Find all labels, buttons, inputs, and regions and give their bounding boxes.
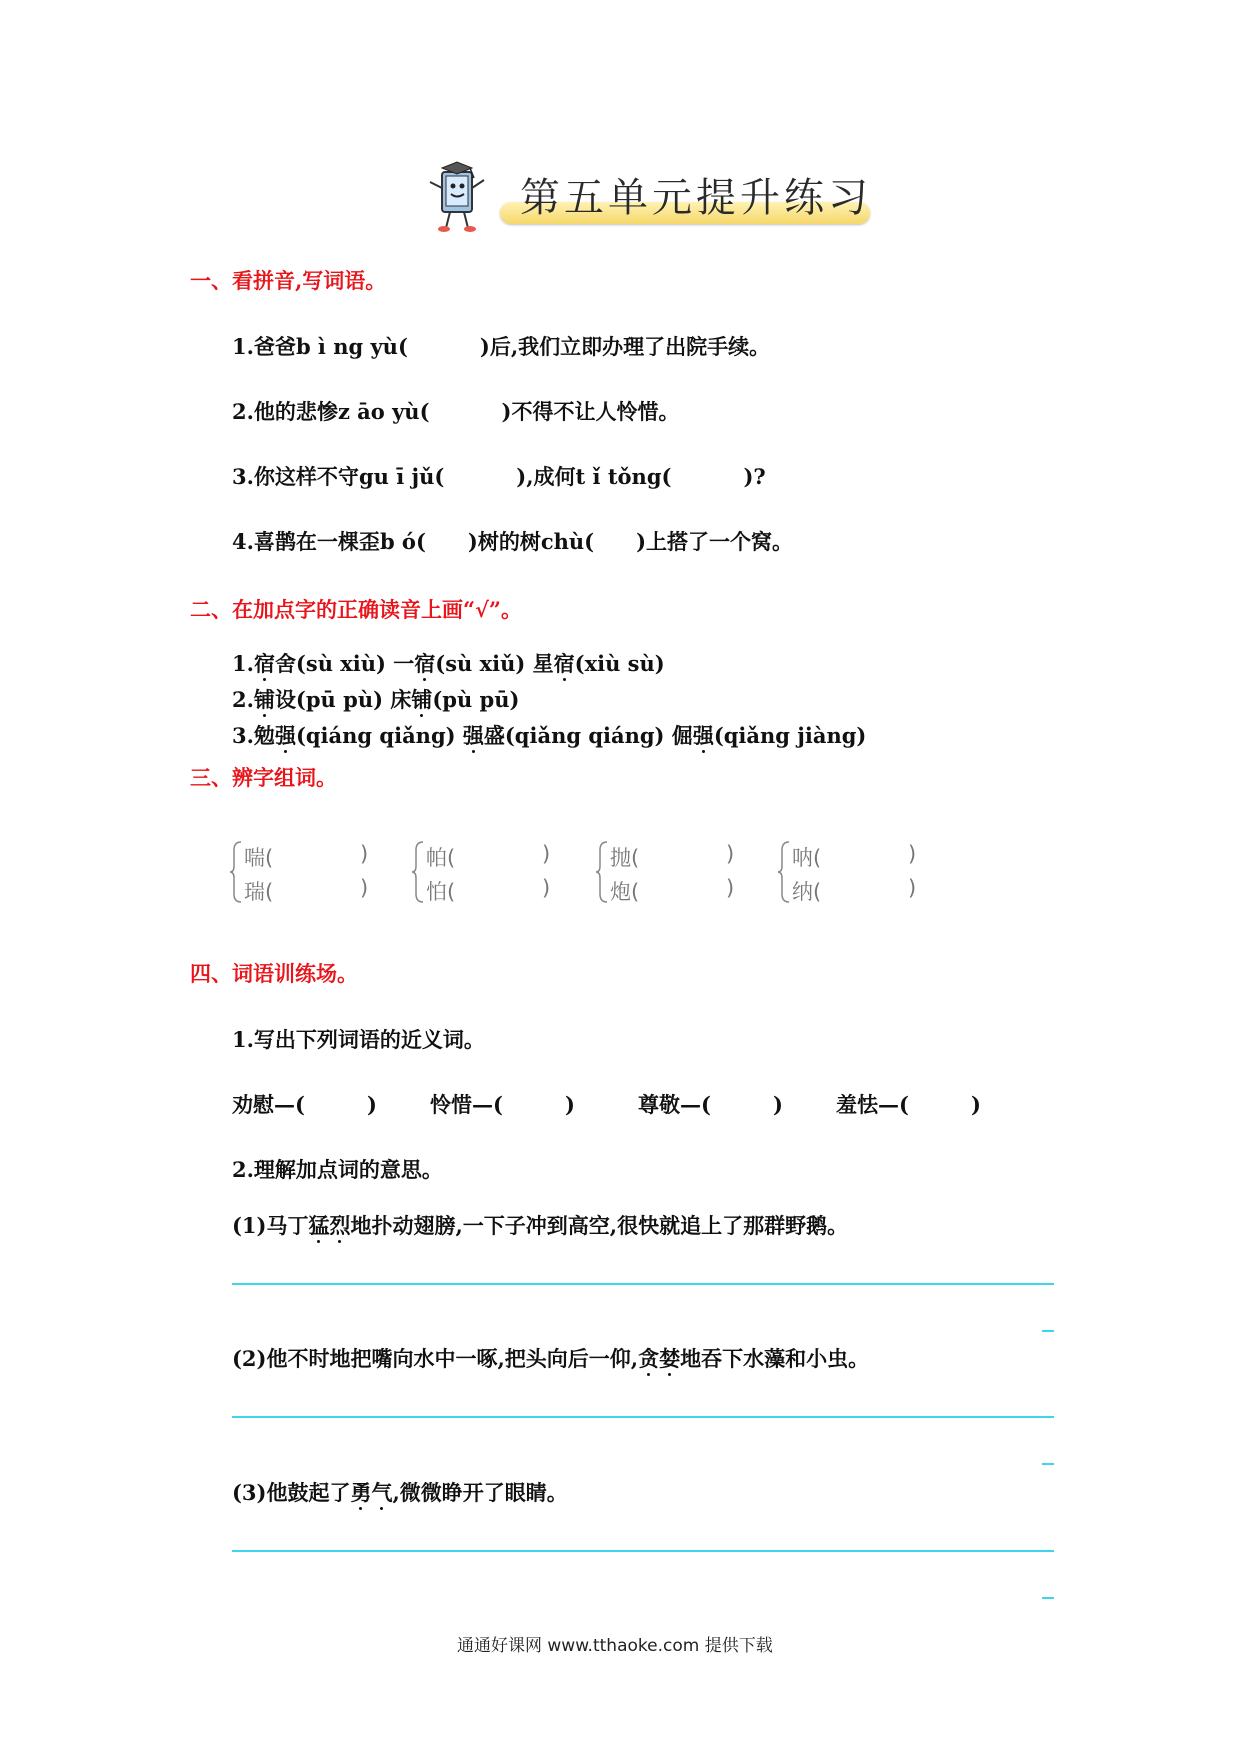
s1-item-3: 3.你这样不守gu ī jǔ( ),成何t ǐ tǒng( )? <box>232 464 766 489</box>
s2-line-2: 2.铺设(pū pù) 床铺(pù pū) <box>232 687 520 712</box>
page-title: 第五单元提升练习 <box>520 175 872 221</box>
sentence-1: (1)马丁猛烈地扑动翅膀,一下子冲到高空,很快就追上了那群野鹅。 <box>232 1213 849 1238</box>
brace-icon <box>412 840 424 904</box>
line-end-mark <box>1042 1463 1054 1465</box>
brace-icon <box>778 840 790 904</box>
s4-question-2: 2.理解加点词的意思。 <box>232 1157 443 1182</box>
page-footer: 通通好课网 www.tthaoke.com 提供下载 <box>457 1636 773 1656</box>
section-4-heading: 四、词语训练场。 <box>190 961 358 986</box>
synonym-item-3: 尊敬—( ) <box>638 1092 783 1117</box>
char-pair-4: 呐( ) 纳( ) <box>778 840 928 910</box>
char-pair-1: 喘( ) 瑞( ) <box>230 840 380 910</box>
s2-line-3: 3.勉强(qiáng qiǎng) 强盛(qiǎng qiáng) 倔强(qiǎng jiàng) <box>232 723 867 748</box>
answer-line-1[interactable] <box>232 1283 1054 1285</box>
section-3-heading: 三、辨字组词。 <box>190 765 337 790</box>
char-pair-2: 帕( ) 怕( ) <box>412 840 562 910</box>
title-banner <box>420 158 890 238</box>
book-mascot-icon <box>420 158 500 238</box>
s2-line-1: 1.宿舍(sù xiù) 一宿(sù xiǔ) 星宿(xiù sù) <box>232 651 665 676</box>
section-2-heading: 二、在加点字的正确读音上画“√”。 <box>190 597 522 622</box>
sentence-2: (2)他不时地把嘴向水中一啄,把头向后一仰,贪婪地吞下水藻和小虫。 <box>232 1346 870 1371</box>
line-end-mark <box>1042 1330 1054 1332</box>
s1-item-4: 4.喜鹊在一棵歪b ó( )树的树chù( )上搭了一个窝。 <box>232 529 794 554</box>
answer-line-3[interactable] <box>232 1550 1054 1552</box>
sentence-3: (3)他鼓起了勇气,微微睁开了眼睛。 <box>232 1480 568 1505</box>
s4-question-1: 1.写出下列词语的近义词。 <box>232 1027 485 1052</box>
synonym-item-2: 怜惜—( ) <box>430 1092 575 1117</box>
section-1-heading: 一、看拼音,写词语。 <box>190 268 387 293</box>
synonym-item-1: 劝慰—( ) <box>232 1092 377 1117</box>
line-end-mark <box>1042 1597 1054 1599</box>
answer-line-2[interactable] <box>232 1416 1054 1418</box>
s1-item-1: 1.爸爸b ì ng yù( )后,我们立即办理了出院手续。 <box>232 334 771 359</box>
brace-icon <box>230 840 242 904</box>
s1-item-2: 2.他的悲惨z āo yù( )不得不让人怜惜。 <box>232 399 680 424</box>
brace-icon <box>596 840 608 904</box>
synonym-item-4: 羞怯—( ) <box>836 1092 981 1117</box>
char-pair-3: 抛( ) 炮( ) <box>596 840 746 910</box>
